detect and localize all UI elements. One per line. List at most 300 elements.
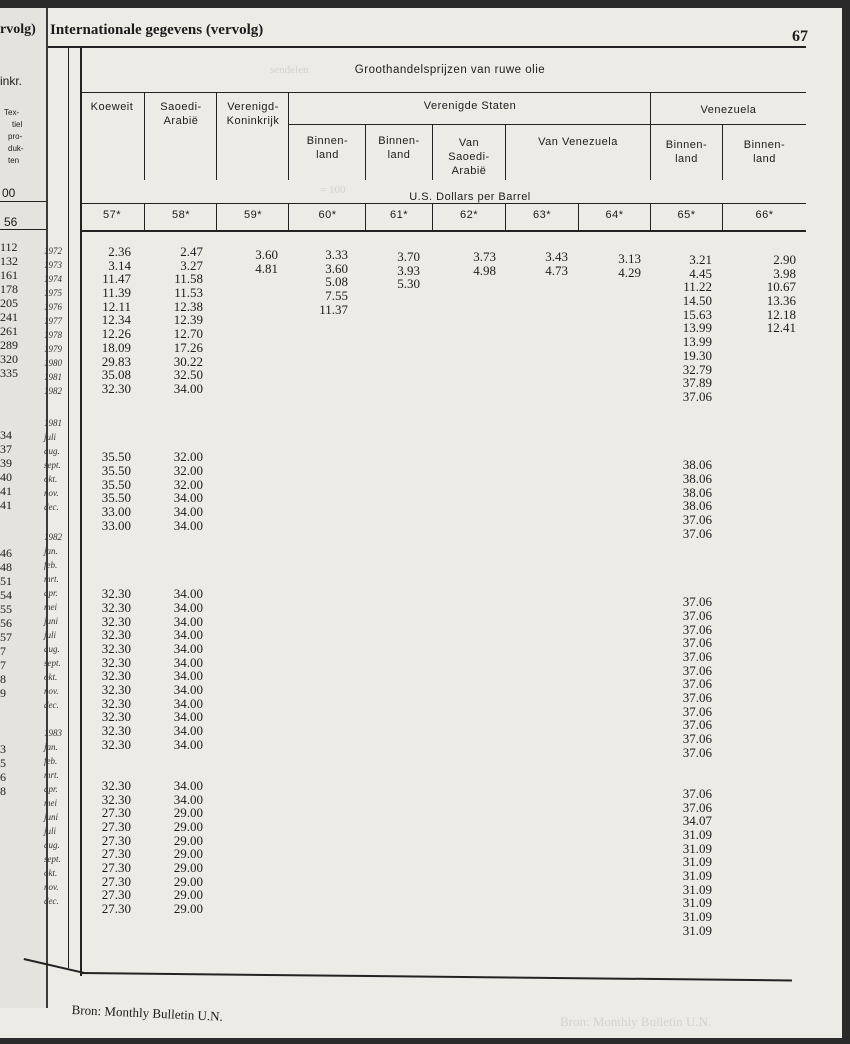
table-cell: 11.58 — [174, 271, 203, 287]
table-cell: 34.00 — [173, 613, 203, 629]
show-through-text: = 100 — [320, 184, 346, 196]
table-cell: 34.07 — [682, 813, 712, 829]
margin-value: 55 — [0, 602, 12, 616]
margin-value: 178 — [0, 282, 18, 296]
page-title: Internationale gegevens (vervolg) — [50, 22, 264, 38]
row-label: aug. — [44, 644, 60, 654]
table-cell: 17.26 — [173, 339, 203, 355]
table-cell: 13.99 — [682, 334, 712, 350]
margin-value: 161 — [0, 268, 18, 282]
table-cell: 37.06 — [682, 648, 712, 664]
table-rule — [80, 230, 806, 232]
table-cell — [86, 396, 131, 410]
table-cell: 32.30 — [101, 736, 131, 752]
table-cell: 37.06 — [682, 676, 712, 692]
margin-label: duk- — [8, 144, 24, 153]
table-cell: 32.30 — [101, 682, 131, 697]
col-koeweit-values — [86, 245, 131, 916]
table-cell: 2.90 — [773, 252, 796, 267]
row-label: jan. — [44, 742, 58, 752]
table-cell: 31.09 — [682, 909, 712, 924]
table-cell: 34.00 — [173, 654, 203, 670]
col-header-ven-binnenland: Binnen- land — [665, 139, 708, 165]
col-header-verenigd-koninkrijk: Verenigd- Koninkrijk — [226, 101, 280, 127]
row-label: juni — [44, 812, 59, 822]
table-cell — [155, 532, 203, 546]
table-cell: 27.30 — [101, 887, 131, 903]
table-cell: 34.00 — [173, 586, 203, 602]
row-label: mei — [44, 798, 57, 808]
table-cell: 29.00 — [173, 887, 203, 903]
table-cell: 12.26 — [101, 326, 131, 342]
table-cell: 3.60 — [325, 260, 348, 276]
margin-rule — [0, 201, 46, 202]
page-number: 67 — [792, 28, 808, 45]
row-label: feb. — [44, 756, 58, 766]
row-label: 1974 — [44, 274, 62, 284]
table-cell: 29.00 — [173, 873, 203, 889]
table-cell — [155, 437, 203, 451]
table-cell: 37.06 — [682, 703, 712, 719]
table-cell: 35.50 — [101, 490, 131, 506]
col-rule — [216, 204, 217, 230]
col-header-vs-binnenland-2: Binnen- land — [378, 135, 420, 161]
row-label: okt. — [44, 672, 58, 682]
margin-label: 56 — [4, 215, 18, 229]
margin-value: 3 — [0, 742, 6, 756]
col-header-koeweit: Koeweit — [90, 101, 134, 113]
row-label: sept. — [44, 658, 61, 668]
table-cell: 34.00 — [173, 791, 203, 807]
row-label: 1982 — [44, 386, 62, 396]
margin-value: 39 — [0, 456, 12, 470]
row-label: mrt. — [44, 574, 59, 584]
table-cell: 32.30 — [101, 654, 131, 670]
row-label: 1982 — [44, 532, 62, 542]
table-cell: 37.06 — [682, 731, 712, 747]
table-cell — [86, 751, 131, 765]
margin-value: 34 — [0, 428, 12, 442]
col-van-saoedi-values — [458, 250, 496, 277]
table-cell: 34.00 — [173, 736, 203, 752]
table-cell: 38.06 — [682, 484, 712, 500]
margin-value: 9 — [0, 686, 6, 700]
header-rule — [48, 46, 806, 48]
show-through-text: sendelen — [270, 64, 309, 76]
margin-label: 00 — [2, 186, 16, 200]
table-cell: 7.55 — [325, 288, 348, 304]
table-cell — [155, 396, 203, 410]
table-cell: 32.30 — [101, 709, 131, 725]
row-label: feb. — [44, 560, 58, 570]
table-cell: 13.36 — [766, 293, 796, 309]
table-cell: 27.30 — [101, 832, 131, 848]
table-cell — [668, 759, 712, 773]
table-cell: 32.30 — [101, 613, 131, 629]
table-cell: 37.06 — [682, 635, 712, 651]
col-vk-values — [240, 248, 278, 275]
table-cell: 11.53 — [174, 285, 203, 301]
col-number: 65* — [677, 209, 696, 221]
table-cell: 12.18 — [766, 306, 796, 322]
table-cell: 5.08 — [325, 274, 348, 290]
table-cell: 34.00 — [173, 668, 203, 684]
table-cell: 11.39 — [102, 285, 131, 301]
table-cell — [155, 409, 203, 423]
col-header-venezuela: Venezuela — [700, 104, 757, 116]
table-cell: 4.29 — [618, 264, 641, 280]
col-rule — [144, 92, 145, 180]
table-cell — [668, 431, 712, 445]
table-cell: 31.09 — [682, 840, 712, 856]
table-cell: 3.27 — [180, 257, 203, 273]
margin-label: inkr. — [0, 74, 23, 88]
margin-value: 320 — [0, 352, 18, 366]
margin-value: 132 — [0, 254, 18, 268]
margin-label: pro- — [8, 132, 23, 141]
table-cell: 35.50 — [101, 463, 131, 478]
row-label: dec. — [44, 896, 59, 906]
table-cell: 12.70 — [173, 326, 203, 342]
row-label: nov. — [44, 686, 59, 696]
table-cell: 31.09 — [682, 881, 712, 897]
col-venezuela-binnenland-values — [668, 253, 712, 937]
table-cell — [155, 546, 203, 560]
table-cell: 32.00 — [173, 449, 203, 465]
margin-value: 41 — [0, 498, 12, 512]
table-cell: 31.09 — [682, 826, 712, 842]
unit-label: U.S. Dollars per Barrel — [409, 191, 531, 203]
source-note: Bron: Monthly Bulletin U.N. — [71, 1002, 224, 1024]
margin-value: 5 — [0, 756, 6, 770]
row-label: okt. — [44, 474, 58, 484]
table-cell: 27.30 — [101, 818, 131, 834]
col-number: 61* — [389, 209, 409, 221]
col-rule — [288, 92, 289, 180]
table-cell: 34.00 — [173, 709, 203, 725]
col-header-saoedi-arabie: Saoedi- Arabië — [160, 101, 202, 127]
margin-label: Tex- — [4, 108, 20, 117]
table-cell: 12.34 — [101, 312, 131, 328]
table-rule — [289, 124, 806, 125]
col-vs-binnenland-values — [310, 248, 348, 316]
margin-value: 57 — [0, 630, 12, 644]
col-number: 62* — [459, 209, 479, 221]
table-cell: 29.00 — [173, 901, 203, 916]
table-cell: 34.00 — [173, 517, 203, 533]
margin-value: 261 — [0, 324, 18, 338]
row-label: nov. — [44, 488, 59, 498]
row-label: apr. — [44, 588, 58, 598]
table-cell: 29.00 — [173, 805, 203, 821]
margin-value: 7 — [0, 644, 6, 658]
table-cell: 12.39 — [173, 312, 203, 328]
table-cell: 31.09 — [682, 867, 712, 883]
table-cell: 31.09 — [682, 854, 712, 870]
row-label: 1981 — [44, 418, 62, 428]
margin-value: 37 — [0, 442, 12, 456]
table-cell — [86, 423, 131, 437]
table-cell — [86, 560, 131, 574]
table-cell: 5.30 — [397, 276, 420, 292]
col-number: 59* — [243, 209, 263, 221]
table-cell: 13.99 — [682, 320, 712, 336]
table-cell — [668, 582, 712, 596]
col-number: 63* — [532, 209, 552, 221]
row-label: 1973 — [44, 260, 62, 270]
table-cell: 32.00 — [173, 476, 203, 492]
table-cell: 37.06 — [682, 525, 712, 541]
table-cell: 38.06 — [682, 457, 712, 473]
col-header-vs-binnenland: Binnen- land — [306, 135, 349, 161]
col-van-venezuela-values — [530, 250, 568, 277]
table-cell: 33.00 — [101, 517, 131, 533]
table-cell: 10.67 — [766, 279, 796, 295]
row-label: 1976 — [44, 302, 62, 312]
col-rule — [216, 92, 217, 180]
table-cell: 32.00 — [173, 463, 203, 478]
table-cell: 12.11 — [102, 298, 131, 314]
table-cell: 29.00 — [173, 859, 203, 875]
table-cell: 34.00 — [173, 627, 203, 643]
table-cell — [668, 445, 712, 459]
table-cell: 33.00 — [101, 504, 131, 520]
table-cell: 38.06 — [682, 471, 712, 486]
table-cell: 32.30 — [101, 640, 131, 656]
table-cell: 4.98 — [473, 262, 496, 278]
margin-value: 7 — [0, 658, 6, 672]
table-cell — [155, 423, 203, 437]
margin-label: tiel — [12, 120, 23, 129]
table-cell: 3.60 — [255, 247, 278, 262]
table-cell: 37.06 — [682, 607, 712, 623]
table-cell: 32.50 — [173, 367, 203, 383]
col-number: 66* — [755, 209, 774, 221]
table-cell: 37.06 — [682, 690, 712, 705]
table-cell: 32.79 — [682, 361, 712, 377]
margin-value: 241 — [0, 310, 18, 324]
row-label: juli — [44, 432, 57, 442]
table-cell: 29.83 — [101, 353, 131, 369]
table-cell — [86, 532, 131, 546]
table-cell: 31.09 — [682, 895, 712, 911]
table-cell: 32.30 — [101, 627, 131, 643]
margin-value: 205 — [0, 296, 18, 310]
table-cell: 37.06 — [682, 744, 712, 760]
table-cell: 32.30 — [101, 586, 131, 602]
table-cell: 4.81 — [255, 260, 278, 276]
row-label: dec. — [44, 502, 59, 512]
table-cell — [86, 765, 131, 779]
row-label: aug. — [44, 840, 60, 850]
table-cell: 12.38 — [173, 298, 203, 314]
row-label: 1980 — [44, 358, 62, 368]
row-label: aug. — [44, 446, 60, 456]
table-cell — [155, 574, 203, 588]
table-cell: 18.09 — [101, 339, 131, 355]
table-cell — [668, 417, 712, 431]
margin-value: 54 — [0, 588, 12, 602]
margin-value: 289 — [0, 338, 18, 352]
row-label: apr. — [44, 784, 58, 794]
table-cell: 35.50 — [101, 476, 131, 492]
table-cell — [86, 546, 131, 560]
table-cell: 27.30 — [101, 859, 131, 875]
table-cell: 35.08 — [101, 367, 131, 383]
table-cell — [155, 560, 203, 574]
col-rule — [505, 124, 506, 180]
table-title: Groothandelsprijzen van ruwe olie — [354, 64, 546, 76]
col-number: 58* — [171, 209, 191, 221]
table-cell — [86, 437, 131, 451]
col-van-venezuela2-values — [603, 252, 641, 279]
table-cell: 34.00 — [173, 504, 203, 520]
table-cell: 3.70 — [397, 249, 420, 264]
table-cell: 32.30 — [101, 380, 131, 396]
table-cell: 32.30 — [101, 777, 131, 793]
margin-value: 46 — [0, 546, 12, 560]
table-cell: 34.00 — [173, 599, 203, 615]
table-cell: 37.06 — [682, 512, 712, 528]
table-rule — [80, 92, 806, 93]
col-number: 60* — [318, 209, 337, 221]
margin-value: 41 — [0, 484, 12, 498]
row-label: sept. — [44, 460, 61, 470]
table-cell: 32.30 — [101, 695, 131, 711]
margin-value: 335 — [0, 366, 18, 380]
row-label: 1977 — [44, 316, 62, 326]
table-cell — [86, 409, 131, 423]
row-label: jan. — [44, 546, 58, 556]
table-cell: 34.00 — [173, 723, 203, 739]
table-cell: 15.63 — [682, 306, 712, 322]
row-label: 1979 — [44, 344, 62, 354]
table-cell: 32.30 — [101, 791, 131, 807]
table-cell — [155, 765, 203, 779]
col-header-van-venezuela: Van Venezuela — [538, 136, 618, 148]
row-label: sept. — [44, 854, 61, 864]
table-rule — [80, 203, 806, 204]
col-saoedi-values — [155, 245, 203, 916]
row-label: mrt. — [44, 770, 59, 780]
col-header-ven-binnenland-2: Binnen- land — [743, 139, 786, 165]
table-cell: 19.30 — [682, 347, 712, 363]
table-cell: 3.14 — [108, 257, 131, 273]
previous-page-edge — [0, 8, 48, 1008]
margin-value: 8 — [0, 784, 6, 798]
table-left-rule — [80, 48, 82, 976]
margin-value: 8 — [0, 672, 6, 686]
table-cell: 37.06 — [682, 594, 712, 610]
table-cell: 3.98 — [773, 265, 796, 281]
table-cell: 12.41 — [766, 320, 796, 336]
table-cell: 4.73 — [545, 262, 568, 278]
margin-value: 51 — [0, 574, 12, 588]
table-cell: 3.43 — [545, 249, 568, 264]
table-cell: 30.22 — [173, 353, 203, 369]
stub-rule — [68, 48, 69, 968]
table-cell: 34.00 — [173, 777, 203, 793]
table-cell: 3.13 — [618, 251, 641, 266]
table-cell: 27.30 — [101, 901, 131, 916]
table-cell: 37.06 — [682, 785, 712, 801]
table-cell — [668, 554, 712, 568]
col-rule — [144, 204, 145, 230]
table-cell: 32.30 — [101, 668, 131, 684]
row-label: juli — [44, 826, 57, 836]
col-vs-binnenland2-values — [382, 250, 420, 291]
table-cell: 38.06 — [682, 498, 712, 514]
table-cell: 37.06 — [682, 662, 712, 678]
table-cell: 37.06 — [682, 717, 712, 733]
table-cell: 3.73 — [473, 249, 496, 264]
table-cell: 32.30 — [101, 599, 131, 615]
row-label: 1978 — [44, 330, 62, 340]
table-cell: 14.50 — [682, 293, 712, 309]
table-cell: 35.50 — [101, 449, 131, 465]
col-number: 57* — [102, 209, 122, 221]
table-cell: 34.00 — [173, 490, 203, 506]
table-cell: 11.22 — [683, 279, 712, 295]
table-cell — [668, 404, 712, 418]
row-label: dec. — [44, 700, 59, 710]
margin-value: 40 — [0, 470, 12, 484]
table-cell — [155, 751, 203, 765]
table-cell: 37.06 — [682, 799, 712, 815]
table-cell: 27.30 — [101, 846, 131, 862]
table-cell: 3.21 — [689, 252, 712, 267]
row-label: 1972 — [44, 246, 62, 256]
table-cell — [668, 568, 712, 582]
show-through-text: Bron: Monthly Bulletin U.N. — [560, 1014, 712, 1029]
row-label: nov. — [44, 882, 59, 892]
table-cell: 34.00 — [173, 380, 203, 396]
table-cell: 29.00 — [173, 832, 203, 848]
table-cell: 37.89 — [682, 375, 712, 391]
margin-value: 6 — [0, 770, 6, 784]
margin-value: 112 — [0, 240, 18, 254]
row-label: mei — [44, 602, 57, 612]
table-cell: 11.37 — [319, 301, 348, 317]
table-cell: 3.93 — [397, 262, 420, 278]
margin-label: ten — [8, 156, 20, 165]
table-cell: 11.47 — [102, 271, 131, 287]
row-label: 1983 — [44, 728, 62, 738]
table-cell: 4.45 — [689, 265, 712, 281]
margin-rule — [0, 229, 46, 230]
table-cell: 27.30 — [101, 805, 131, 821]
table-cell: 29.00 — [173, 818, 203, 834]
col-header-van-saoedi-arabie: Van Saoedi- Arabië — [448, 137, 490, 177]
row-label: okt. — [44, 868, 58, 878]
table-cell: 37.06 — [682, 621, 712, 637]
row-label: juni — [44, 616, 59, 626]
margin-value: 48 — [0, 560, 12, 574]
col-header-verenigde-staten: Verenigde Staten — [423, 100, 517, 112]
table-cell: 27.30 — [101, 873, 131, 889]
margin-value: 56 — [0, 616, 12, 630]
previous-page-header: rvolg) — [0, 22, 36, 37]
col-number: 64* — [605, 209, 624, 221]
table-cell: 34.00 — [173, 640, 203, 656]
row-label: 1981 — [44, 372, 62, 382]
table-cell: 34.00 — [173, 695, 203, 711]
table-cell: 29.00 — [173, 846, 203, 862]
row-label: 1975 — [44, 288, 62, 298]
table-cell: 34.00 — [173, 682, 203, 697]
table-cell: 3.33 — [325, 247, 348, 262]
table-cell: 31.09 — [682, 922, 712, 938]
